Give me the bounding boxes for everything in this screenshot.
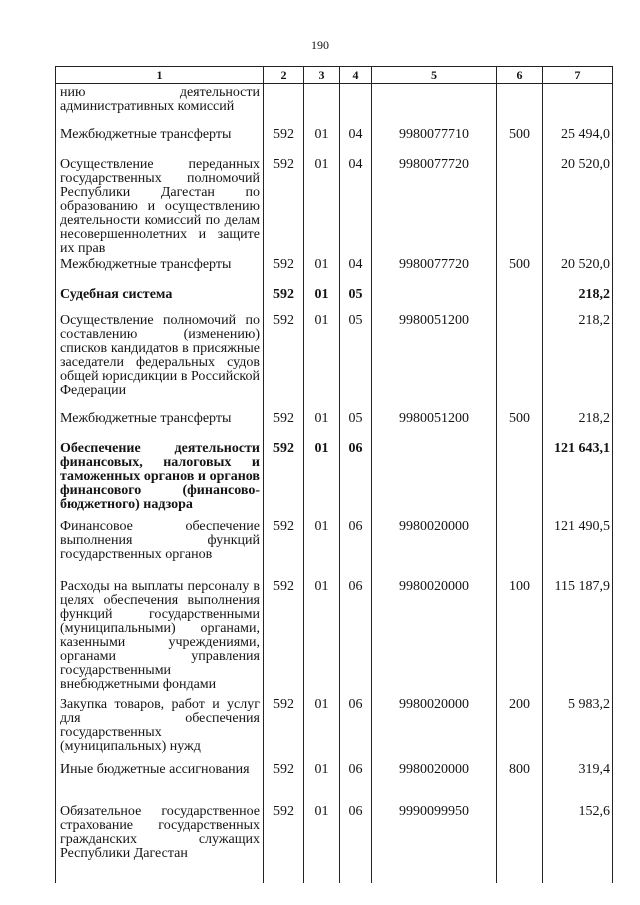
- row-admin-code: 592: [264, 126, 304, 156]
- row-subsection: [340, 84, 372, 127]
- row-amount: 218,2: [543, 410, 613, 440]
- row-subsection: 06: [340, 578, 372, 696]
- row-admin-code: 592: [264, 803, 304, 883]
- row-name: Обеспечение деятельности финансовых, налоговых и таможенных органов и органов финансового (финансово-бюджетного) надзора: [56, 440, 264, 518]
- row-target-article: 9980020000: [372, 761, 497, 803]
- row-expense-type: 200: [497, 696, 543, 761]
- table-row: [56, 126, 613, 156]
- row-amount: 218,2: [543, 312, 613, 410]
- row-subsection: 04: [340, 256, 372, 286]
- table-row: [56, 440, 613, 518]
- row-section: 01: [304, 803, 340, 883]
- table-row: [56, 156, 613, 256]
- row-admin-code: 592: [264, 761, 304, 803]
- row-expense-type: [497, 440, 543, 518]
- row-subsection: 04: [340, 156, 372, 256]
- header-col-4: 4: [340, 67, 372, 84]
- row-amount: 5 983,2: [543, 696, 613, 761]
- row-expense-type: [497, 312, 543, 410]
- row-amount: 121 490,5: [543, 518, 613, 578]
- table-header-row: [56, 67, 613, 84]
- row-name: Обязательное государственное страхование государственных гражданских служащих Республики Дагестан: [56, 803, 264, 883]
- row-amount: 218,2: [543, 286, 613, 312]
- row-admin-code: 592: [264, 440, 304, 518]
- row-target-article: 9980077710: [372, 126, 497, 156]
- row-section: 01: [304, 578, 340, 696]
- row-target-article: [372, 84, 497, 127]
- row-target-article: 9980020000: [372, 696, 497, 761]
- row-subsection: 06: [340, 803, 372, 883]
- row-section: 01: [304, 126, 340, 156]
- row-amount: 20 520,0: [543, 156, 613, 256]
- row-name: Финансовое обеспечение выполнения функций государственных органов: [56, 518, 264, 578]
- row-admin-code: 592: [264, 578, 304, 696]
- row-admin-code: 592: [264, 156, 304, 256]
- row-name: Межбюджетные трансферты: [56, 410, 264, 440]
- row-name: Иные бюджетные ассигнования: [56, 761, 264, 803]
- table-row: [56, 286, 613, 312]
- row-section: 01: [304, 156, 340, 256]
- header-col-2: 2: [264, 67, 304, 84]
- row-target-article: [372, 440, 497, 518]
- row-expense-type: 100: [497, 578, 543, 696]
- row-target-article: 9980020000: [372, 578, 497, 696]
- table-body: [56, 84, 613, 884]
- row-section: 01: [304, 256, 340, 286]
- row-amount: 319,4: [543, 761, 613, 803]
- row-section: 01: [304, 286, 340, 312]
- row-section: 01: [304, 440, 340, 518]
- row-expense-type: 500: [497, 126, 543, 156]
- row-name: Расходы на выплаты персоналу в целях обеспечения выполнения функций государственными (муниципальными) органами, казенными учреждениями, органами управления государственными внебюджетными фондами: [56, 578, 264, 696]
- row-target-article: 9990099950: [372, 803, 497, 883]
- row-amount: [543, 84, 613, 127]
- row-name: Межбюджетные трансферты: [56, 126, 264, 156]
- table-row: [56, 256, 613, 286]
- row-admin-code: 592: [264, 312, 304, 410]
- row-expense-type: [497, 286, 543, 312]
- row-amount: 115 187,9: [543, 578, 613, 696]
- header-col-1: 1: [56, 67, 264, 84]
- header-col-5: 5: [372, 67, 497, 84]
- row-name: Осуществление полномочий по составлению (изменению) списков кандидатов в присяжные заседатели федеральных судов общей юрисдикции в Российской Федерации: [56, 312, 264, 410]
- row-amount: 25 494,0: [543, 126, 613, 156]
- row-target-article: 9980077720: [372, 156, 497, 256]
- row-expense-type: [497, 518, 543, 578]
- row-expense-type: [497, 156, 543, 256]
- row-expense-type: [497, 84, 543, 127]
- row-subsection: 04: [340, 126, 372, 156]
- row-section: 01: [304, 518, 340, 578]
- row-subsection: 06: [340, 518, 372, 578]
- row-section: 01: [304, 761, 340, 803]
- row-expense-type: 800: [497, 761, 543, 803]
- table-row: [56, 696, 613, 761]
- table-row: [56, 84, 613, 127]
- row-expense-type: [497, 803, 543, 883]
- row-target-article: 9980051200: [372, 410, 497, 440]
- row-name: Межбюджетные трансферты: [56, 256, 264, 286]
- row-subsection: 05: [340, 312, 372, 410]
- row-admin-code: 592: [264, 256, 304, 286]
- row-admin-code: 592: [264, 518, 304, 578]
- row-admin-code: 592: [264, 286, 304, 312]
- row-target-article: 9980020000: [372, 518, 497, 578]
- table-row: [56, 410, 613, 440]
- header-col-6: 6: [497, 67, 543, 84]
- row-target-article: 9980077720: [372, 256, 497, 286]
- header-col-3: 3: [304, 67, 340, 84]
- row-admin-code: [264, 84, 304, 127]
- table-row: [56, 761, 613, 803]
- row-subsection: 06: [340, 440, 372, 518]
- row-section: 01: [304, 696, 340, 761]
- row-amount: 20 520,0: [543, 256, 613, 286]
- row-expense-type: 500: [497, 410, 543, 440]
- row-section: [304, 84, 340, 127]
- table-row: [56, 312, 613, 410]
- row-name: Закупка товаров, работ и услуг для обеспечения государственных (муниципальных) нужд: [56, 696, 264, 761]
- row-subsection: 06: [340, 696, 372, 761]
- row-name: Осуществление переданных государственных полномочий Республики Дагестан по образованию и осуществлению деятельности комиссий по делам несовершеннолетних и защите их прав: [56, 156, 264, 256]
- row-subsection: 05: [340, 410, 372, 440]
- page-number: 190: [311, 38, 329, 52]
- row-expense-type: 500: [497, 256, 543, 286]
- budget-table: [55, 66, 613, 883]
- row-name: нию деятельности административных комиссий: [56, 84, 264, 127]
- row-name: Судебная система: [56, 286, 264, 312]
- table-row: [56, 518, 613, 578]
- row-amount: 152,6: [543, 803, 613, 883]
- row-section: 01: [304, 312, 340, 410]
- row-admin-code: 592: [264, 410, 304, 440]
- row-target-article: [372, 286, 497, 312]
- row-target-article: 9980051200: [372, 312, 497, 410]
- table-row: [56, 578, 613, 696]
- row-amount: 121 643,1: [543, 440, 613, 518]
- row-subsection: 06: [340, 761, 372, 803]
- row-subsection: 05: [340, 286, 372, 312]
- table-row: [56, 803, 613, 883]
- header-col-7: 7: [543, 67, 613, 84]
- row-admin-code: 592: [264, 696, 304, 761]
- row-section: 01: [304, 410, 340, 440]
